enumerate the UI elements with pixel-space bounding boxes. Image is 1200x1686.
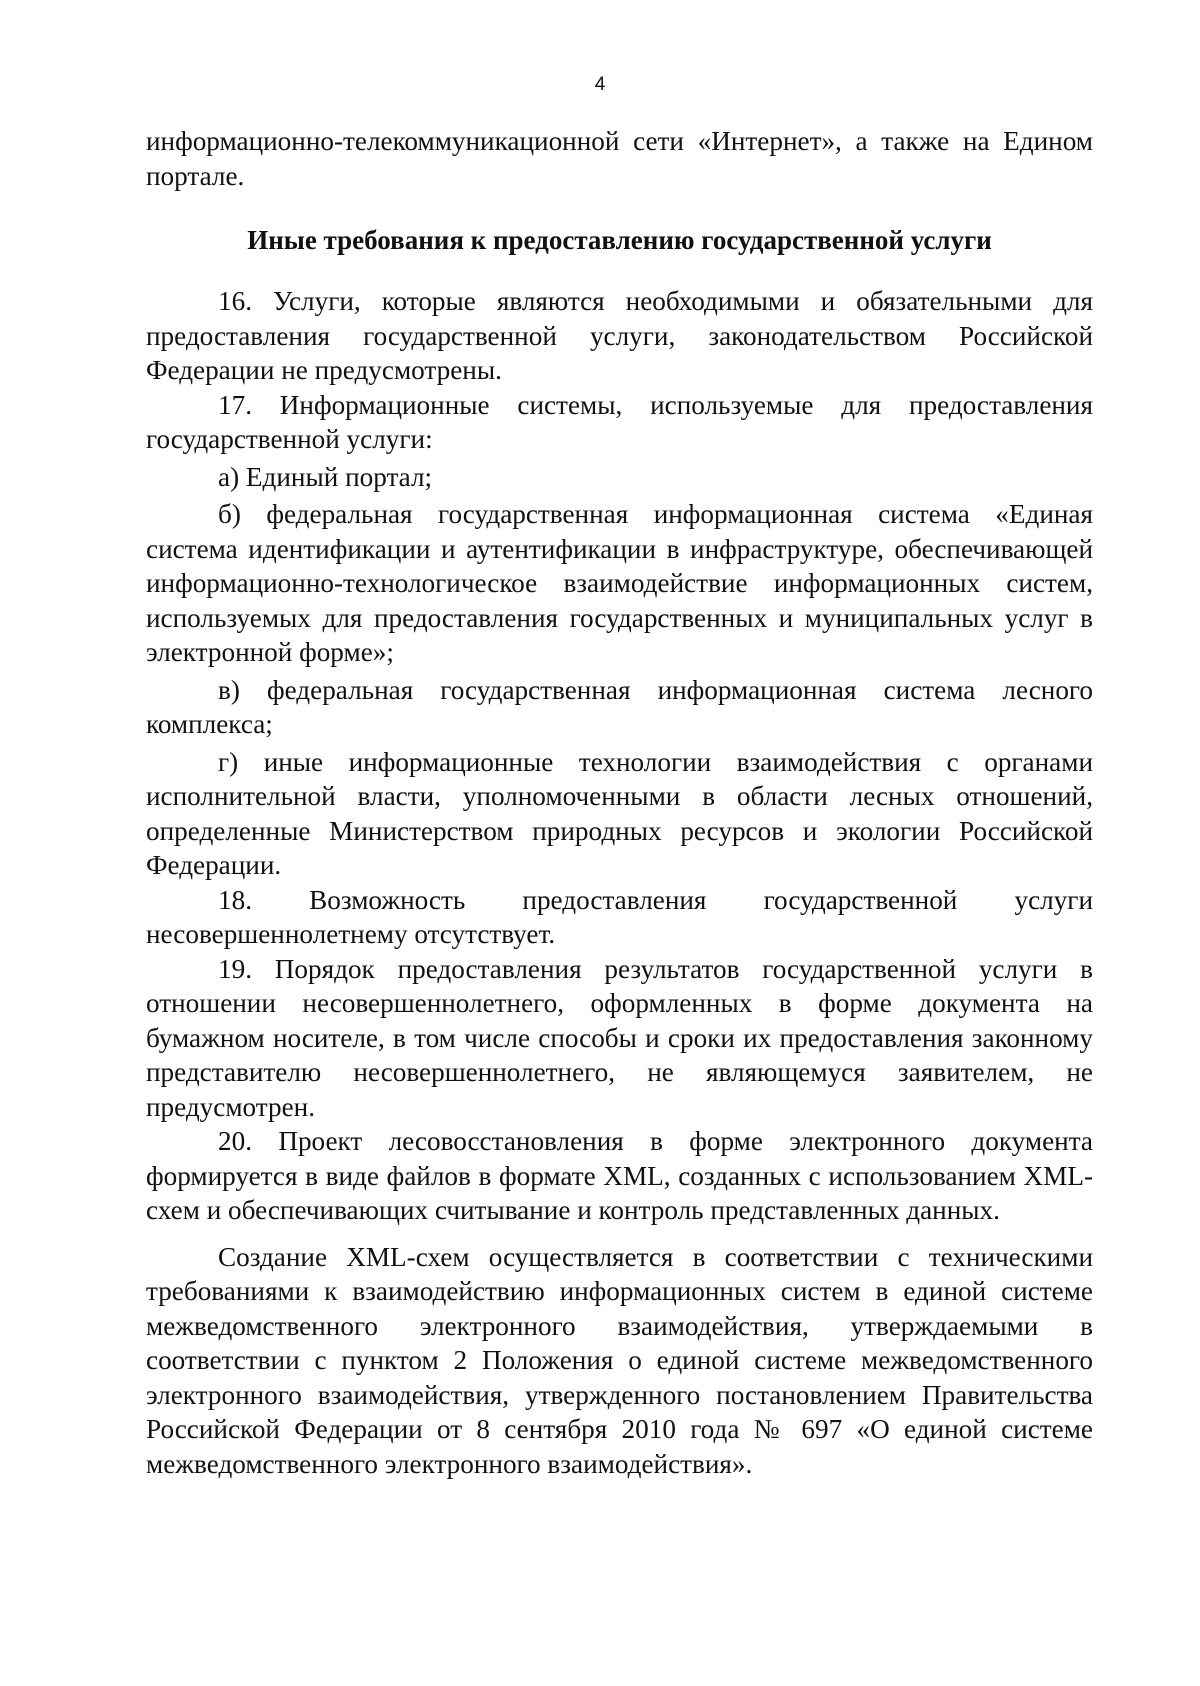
document-body: [146, 124, 1093, 1481]
paragraph-xml-schemas: Создание XML-схем осуществляется в соответствии с техническими требованиями к взаимодействию информационных систем в единой системе межведомственного электронного взаимодействия, утверждаемыми в соответствии с пунктом 2 Положения о единой системе межведомственного электронного взаимодействия, утвержденного постановлением Правительства Российской Федерации от 8 сентября 2010 года № 697 «О единой системе межведомственного электронного взаимодействия».: [146, 1241, 1093, 1479]
paragraph-17: 17. Информационные системы, используемые для предоставления государственной услуги:: [146, 389, 1093, 454]
page-number: 4: [594, 74, 606, 95]
intro-paragraph: информационно-телекоммуникационной сети «Интернет», а также на Едином портале.: [146, 126, 1093, 191]
paragraph-20: 20. Проект лесовосстановления в форме электронного документа формируется в виде файлов в формате XML, созданных с использованием XML-схем и обеспечивающих считывание и контроль представленных данных.: [146, 1126, 1093, 1225]
section-heading: Иные требования к предоставлению государственной услуги: [247, 225, 992, 255]
paragraph-17g: г) иные информационные технологии взаимодействия с органами исполнительной власти, уполномоченными в области лесных отношений, определенные Министерством природных ресурсов и экологии Российской Федерации.: [146, 746, 1093, 880]
paragraph-17a: а) Единый портал;: [218, 461, 433, 492]
paragraph-16: 16. Услуги, которые являются необходимыми и обязательными для предоставления государственной услуги, законодательством Российской Федерации не предусмотрены.: [146, 286, 1093, 385]
paragraph-18: 18. Возможность предоставления государственной услуги несовершеннолетнему отсутствует.: [146, 884, 1093, 949]
paragraph-19: 19. Порядок предоставления результатов государственной услуги в отношении несовершеннолетнего, оформленных в форме документа на бумажном носителе, в том числе способы и сроки их предоставления законному представителю несовершеннолетнего, не являющемуся заявителем, не предусмотрен.: [146, 953, 1093, 1122]
paragraph-17v: в) федеральная государственная информационная система лесного комплекса;: [146, 674, 1093, 739]
paragraph-17b: б) федеральная государственная информационная система «Единая система идентификации и аутентификации в инфраструктуре, обеспечивающей информационно-технологическое взаимодействие информационных систем, используемых для предоставления государственных и муниципальных услуг в электронной форме»;: [146, 499, 1093, 667]
